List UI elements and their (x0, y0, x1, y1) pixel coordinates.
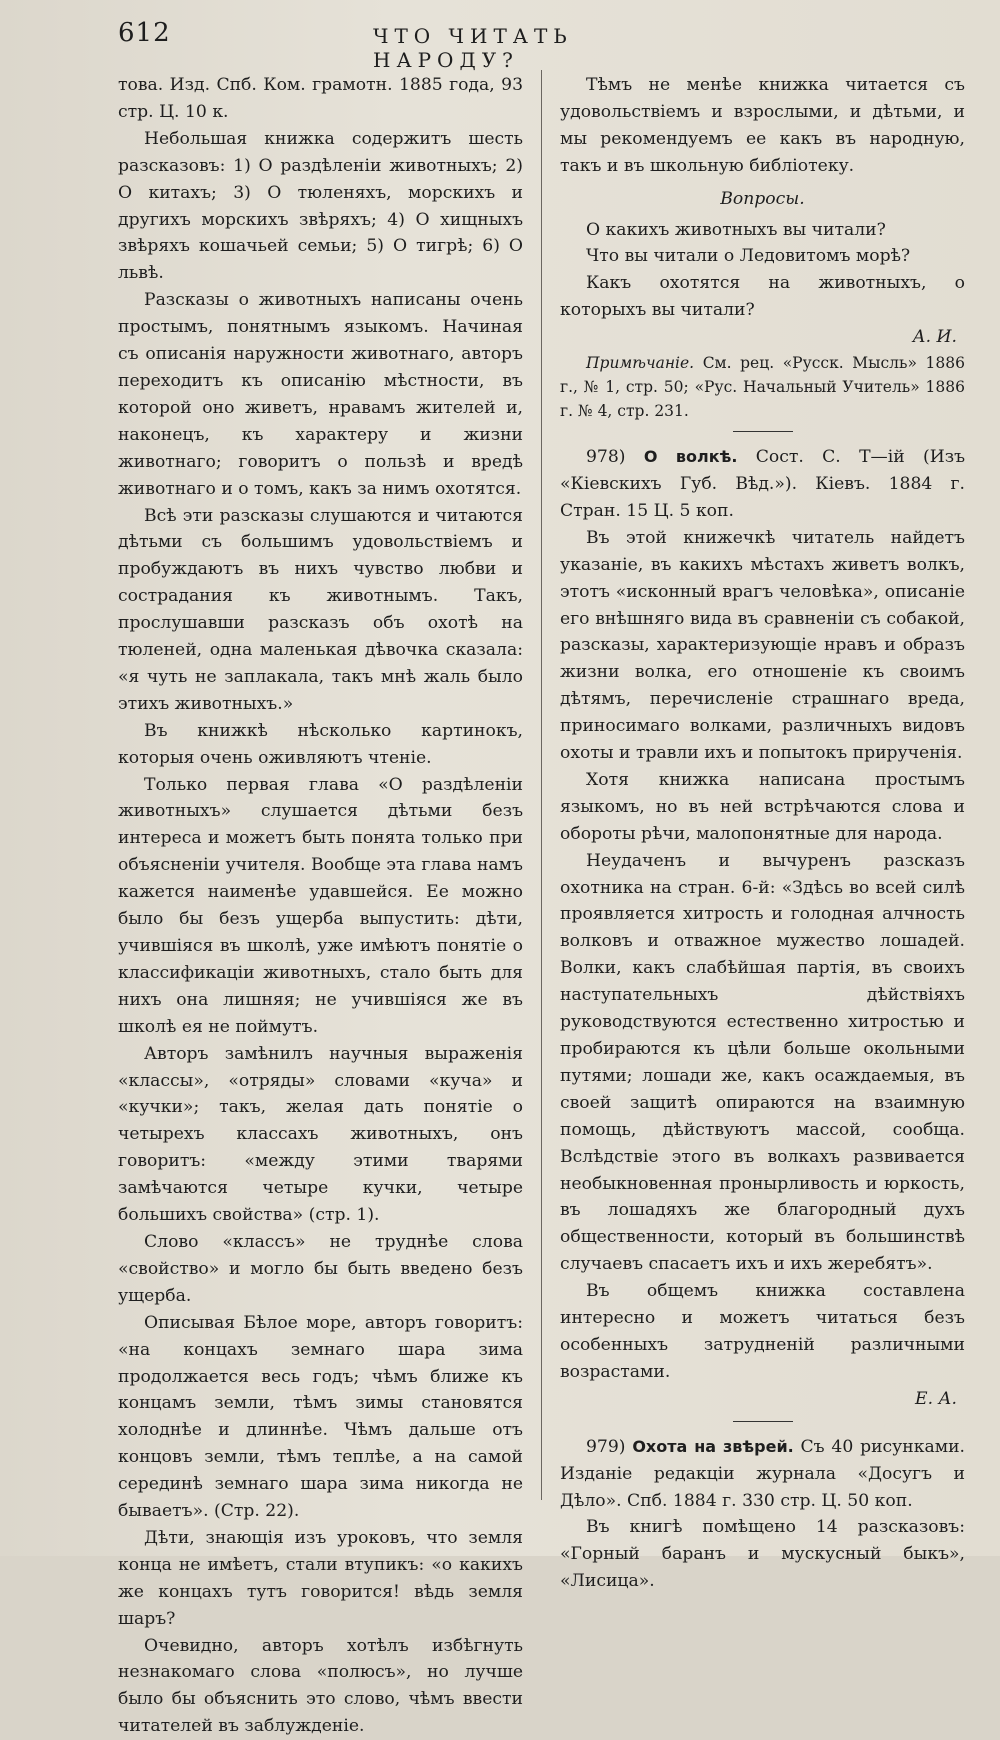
paragraph: Только первая глава «О раздѣленіи животныхъ» слушается дѣтьми безъ интереса и можетъ быть понята только при объясненіи учителя. Вообще эта глава намъ кажется наименѣе удавшейся. Ее можно было бы безъ ущерба выпустить: дѣти, учившіяся въ школѣ, уже имѣютъ понятіе о классификаціи животныхъ, стало быть для нихъ она лишняя; не учившіяся же въ школѣ ея не поймутъ. (118, 774, 523, 1037)
questions-heading: Вопросы. (720, 188, 805, 209)
entry-number: 979) (586, 1436, 626, 1457)
paragraph: Всѣ эти разсказы слушаются и читаются дѣтьми съ большимъ удовольствіемъ и пробуждаютъ въ нихъ чувство любви и сострадания къ животнымъ. Такъ, прослушавши разсказъ объ охотѣ на тюленей, одна маленькая дѣвочка сказала: «я чуть не заплакала, такъ мнѣ жаль было этихъ животныхъ.» (118, 505, 523, 714)
paragraph: Тѣмъ не менѣе книжка читается съ удовольствіемъ и взрослыми, и дѣтьми, и мы рекомендуемъ ее какъ въ народную, такъ и въ школьную библіотеку. (560, 75, 965, 176)
paragraph: Очевидно, авторъ хотѣлъ избѣгнуть незнакомаго слова «полюсъ», но лучше было бы объяснить это слово, чѣмъ ввести читателей въ заблужденіе. (118, 1635, 523, 1737)
entry-978-heading (560, 444, 965, 525)
section-rule (733, 1421, 793, 1422)
entry-979-heading (560, 1434, 965, 1515)
running-title: ЧТО ЧИТАТЬ НАРОДУ? (373, 24, 573, 72)
note-label: Примѣчаніе. (586, 354, 695, 373)
entry-number: 978) (586, 447, 626, 468)
entry-details: Сост. С. Т—ій (Изъ «Кіевскихъ Губ. Вѣд.»). Кіевъ. 1884 г. Стран. 15 Ц. 5 коп. (560, 447, 966, 521)
footnote (560, 351, 965, 423)
question: О какихъ животныхъ вы читали? (586, 219, 886, 240)
paragraph: Въ книжкѣ нѣсколько картинокъ, которыя очень оживляютъ чтеніе. (118, 720, 523, 768)
right-column (560, 72, 965, 1595)
entry-details: Съ 40 рисунками. Изданіе редакціи журнала «Досугъ и Дѣло». Спб. 1884 г. 330 стр. Ц. 50 коп. (560, 1436, 965, 1511)
left-column (118, 72, 523, 1740)
question: Какъ охотятся на животныхъ, о которыхъ вы читали? (560, 273, 965, 321)
section-rule (733, 431, 793, 432)
entry-title: О волкѣ. (643, 447, 738, 467)
signature: А. И. (912, 327, 957, 348)
paragraph: Неудаченъ и вычуренъ разсказъ охотника на стран. 6-й: «Здѣсь во всей силѣ проявляется хитрость и голодная алчность волковъ и отважное мужество лошадей. Волки, какъ слабѣйшая партія, въ своихъ наступательныхъ дѣйствіяхъ руководствуются естественно хитростью и пробираются къ цѣли больше окольными путями; лошади же, какъ осаждаемыя, въ своей защитѣ опираются на взаимную помощь, дѣйствуютъ массой, сообща. Вслѣдствіе этого въ волкахъ развивается необыкновенная пронырливость и юркость, въ лошадяхъ же благородный духъ общественности, который въ большинствѣ случаевъ спасаетъ ихъ и ихъ жеребятъ». (560, 850, 965, 1275)
question: Что вы читали о Ледовитомъ морѣ? (586, 246, 911, 267)
paragraph: Описывая Бѣлое море, авторъ говоритъ: «на концахъ земнаго шара зима продолжается весь годъ; чѣмъ ближе къ концамъ земли, тѣмъ зимы становятся холоднѣе и длиннѣе. Чѣмъ дальше отъ концовъ земли, тѣмъ теплѣе, а на самой серединѣ земнаго шара зима никогда не бываетъ». (Стр. 22). (118, 1312, 523, 1522)
paragraph: Разсказы о животныхъ написаны очень простымъ, понятнымъ языкомъ. Начиная съ описанія наружности животнаго, авторъ переходитъ къ описанію мѣстности, въ которой оно живетъ, нравамъ жителей и, наконецъ, къ характеру и жизни животнаго; говоритъ о пользѣ и вредѣ животнаго и о томъ, какъ за нимъ охотятся. (118, 290, 523, 499)
page-header (118, 18, 718, 72)
paragraph: Слово «классъ» не труднѣе слова «свойство» и могло бы быть введено безъ ущерба. (118, 1231, 523, 1306)
note-text: См. рец. «Русск. Мысль» 1886 г., № 1, стр. 50; «Рус. Начальный Учитель» 1886 г. № 4, стр. 231. (560, 354, 965, 421)
entry-title: Охота на звѣрей. (632, 1436, 794, 1456)
signature: Е. А. (915, 1388, 957, 1409)
column-divider (541, 70, 542, 1500)
paragraph: Въ книгѣ помѣщено 14 разсказовъ: «Горный баранъ и мускусный быкъ», «Лисица». (560, 1517, 965, 1592)
paragraph: Небольшая книжка содержитъ шесть разсказовъ: 1) О раздѣленіи животныхъ; 2) О китахъ; 3) О тюленяхъ, морскихъ и другихъ морскихъ звѣряхъ; 4) О хищныхъ звѣряхъ кошачьей семьи; 5) О тигрѣ; 6) О львѣ. (118, 128, 523, 284)
paragraph: Авторъ замѣнилъ научныя выраженія «классы», «отряды» словами «куча» и «кучки»; такъ, желая дать понятіе о четырехъ классахъ животныхъ, онъ говоритъ: «между этими тварями замѣчаются четыре кучки, четыре большихъ свойства» (стр. 1). (118, 1043, 523, 1226)
page-number: 612 (118, 18, 171, 48)
paragraph: Въ общемъ книжка составлена интересно и можетъ читаться безъ особенныхъ затрудненій различными возрастами. (560, 1281, 965, 1382)
paragraph: Хотя книжка написана простымъ языкомъ, но въ ней встрѣчаются слова и обороты рѣчи, малопонятные для народа. (560, 769, 965, 844)
paragraph: това. Изд. Спб. Ком. грамотн. 1885 года, 93 стр. Ц. 10 к. (118, 75, 523, 122)
paragraph: Дѣти, знающія изъ уроковъ, что земля конца не имѣетъ, стали втупикъ: «о какихъ же концахъ тутъ говорится! вѣдь земля шаръ? (118, 1527, 523, 1629)
paragraph: Въ этой книжечкѣ читатель найдетъ указаніе, въ какихъ мѣстахъ живетъ волкъ, этотъ «исконный врагъ человѣка», описаніе его внѣшняго вида въ сравненіи съ собакой, разсказы, характеризующіе нравъ и образъ жизни волка, его отношеніе къ своимъ дѣтямъ, перечисленіе страшнаго вреда, приносимаго волками, различныхъ видовъ охоты и травли ихъ и попытокъ прирученія. (560, 527, 965, 764)
